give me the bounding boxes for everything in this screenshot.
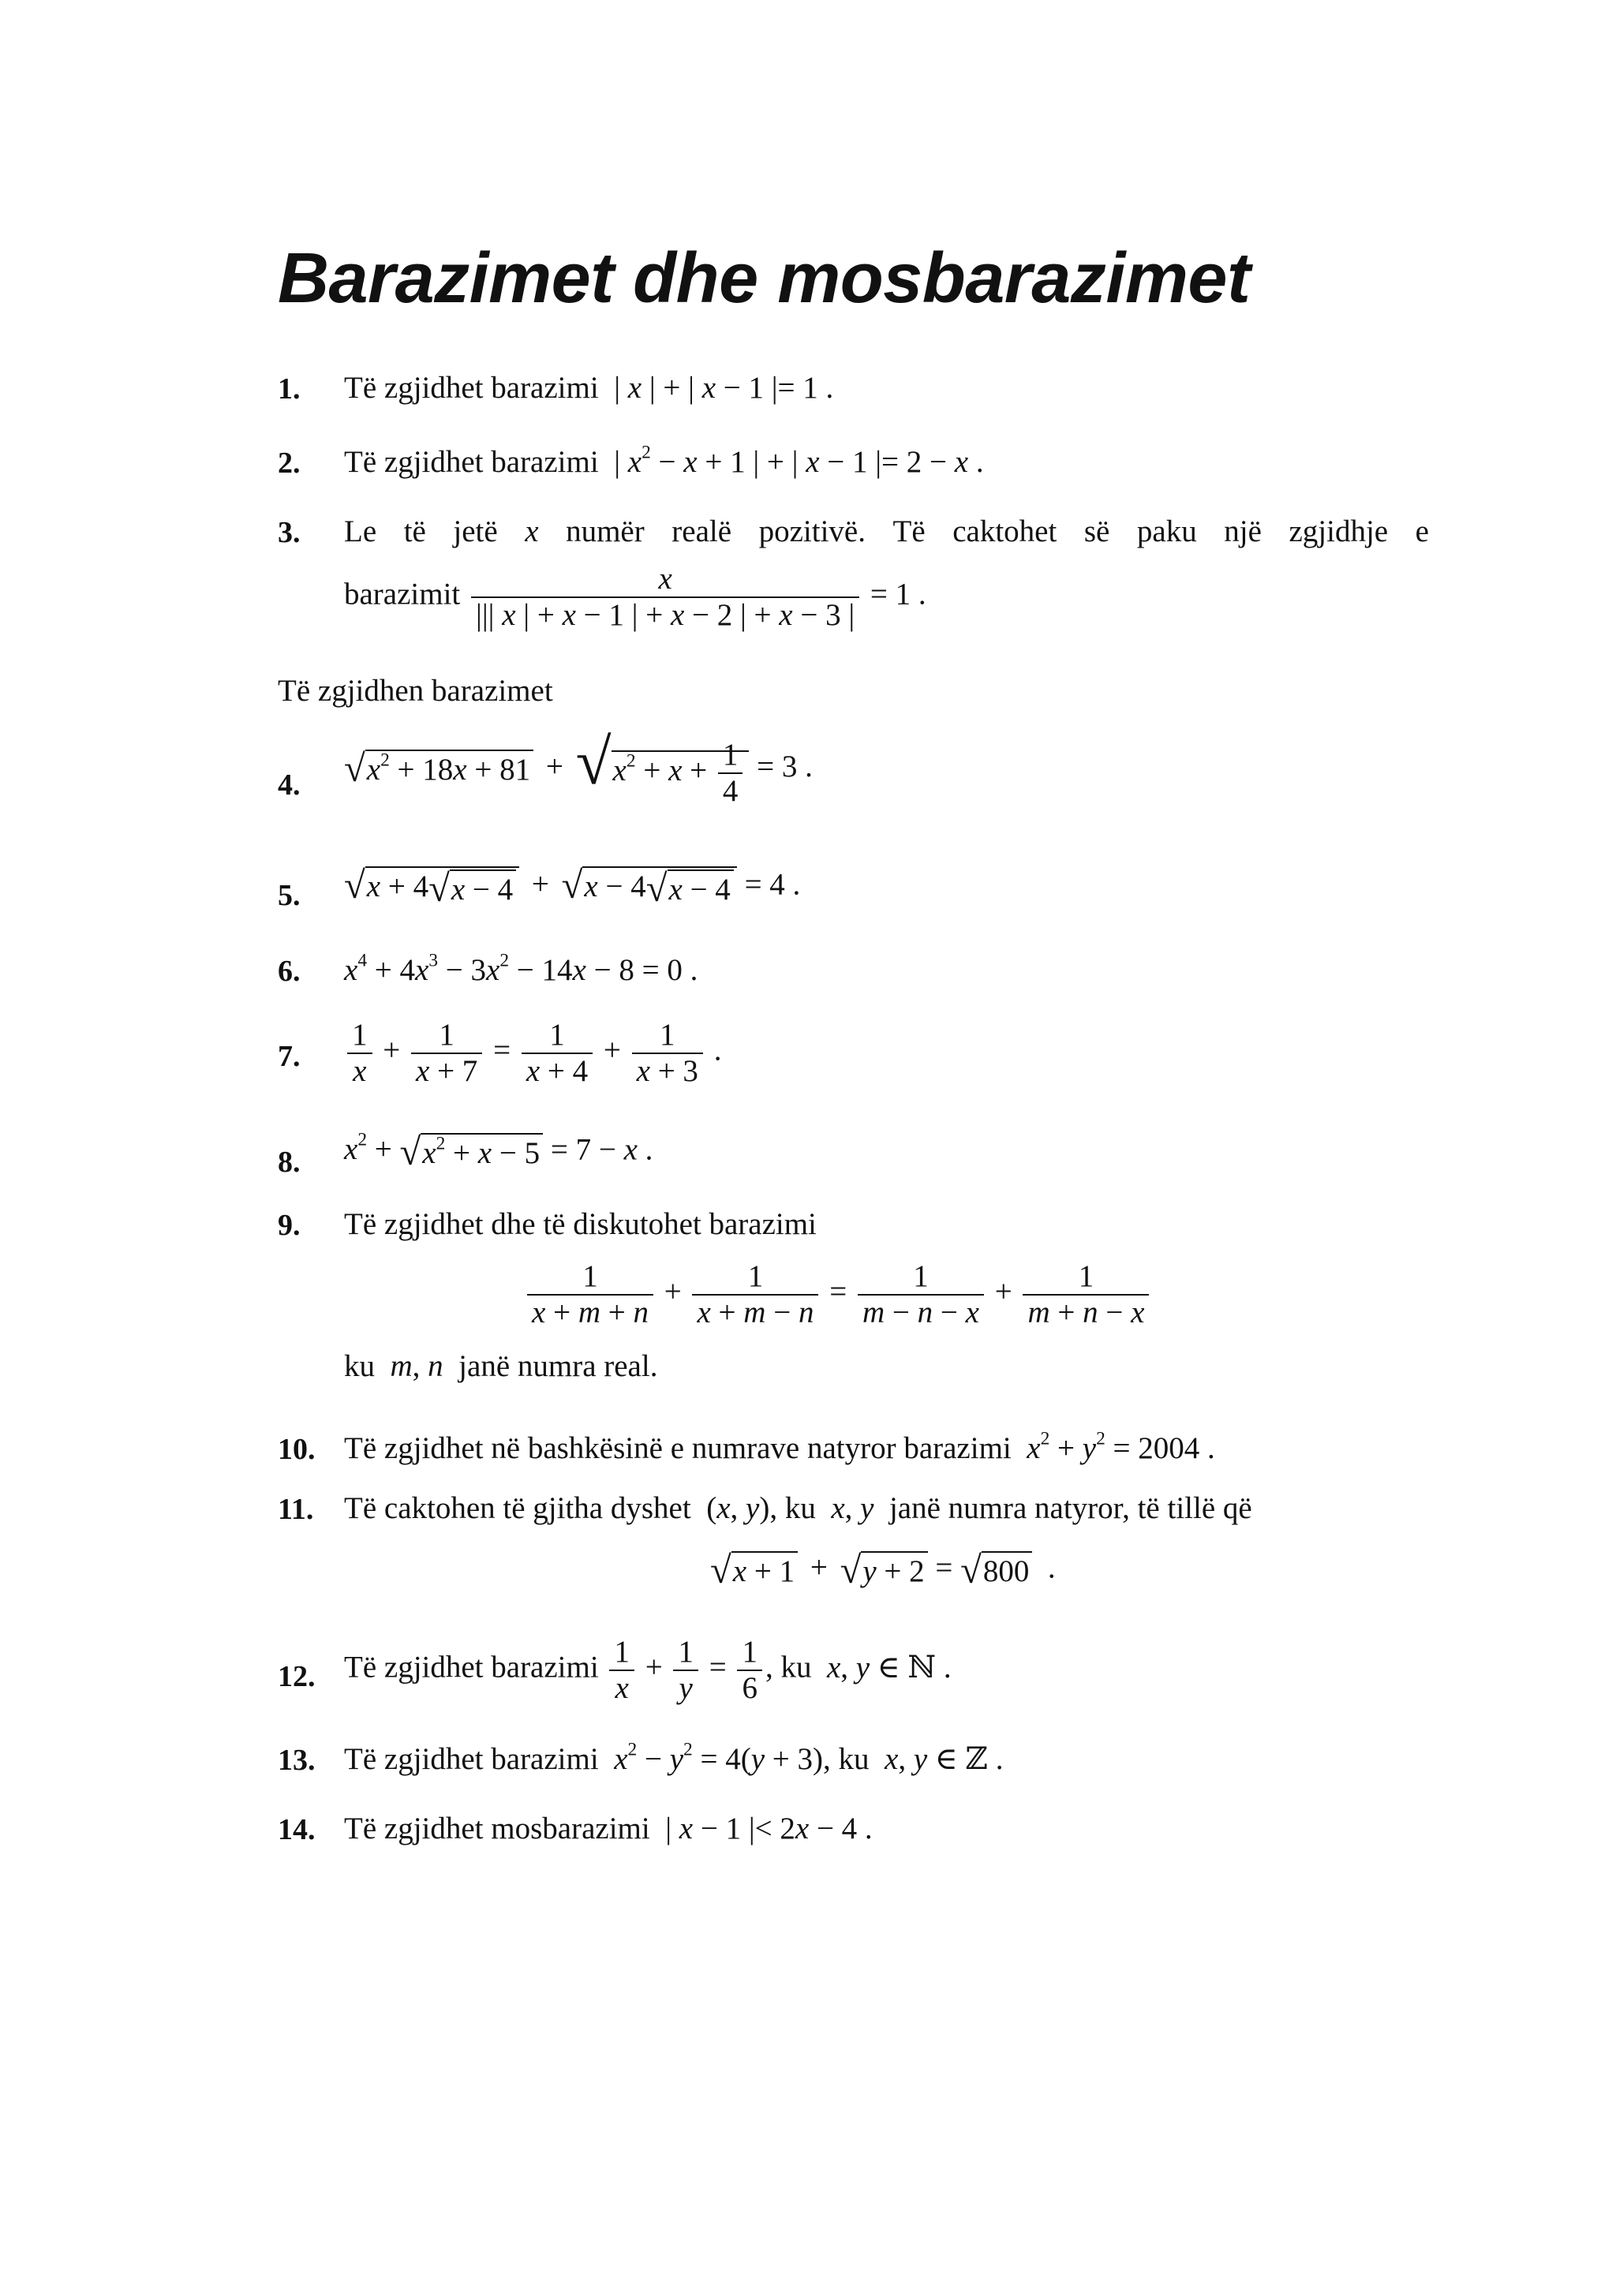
- problem-text: janë numra natyror, të tillë që: [888, 1491, 1252, 1525]
- problem-7: $\frac{1}{x}$ + $\frac{1}{x + 7}$ = $\frac{1}{x + 4}$ + $\frac{1}{x + 3}$ .: [344, 1018, 721, 1088]
- problem-13: Të zgjidhet barazimi $x^2 - y^2 = 4(y + 3)$, ku x, y ∈ ℤ .: [344, 1739, 1004, 1777]
- fraction: $\frac{1}{6}$: [737, 1635, 762, 1705]
- problem-number: 3.: [278, 516, 301, 549]
- problem-4: $√x^2 + 18x + 81 + √x^2 + x$ + $\frac{1}{4}$ = 3 .: [344, 726, 813, 808]
- fraction: $\frac{1}{x + m + n}$: [527, 1259, 653, 1329]
- fraction: $\frac{1}{m - n - x}$: [858, 1259, 984, 1329]
- square-root: $√x^2 + x$ + $\frac{1}{4}$: [576, 730, 750, 809]
- problem-text: , ku: [765, 1650, 812, 1685]
- problem-number: 10.: [278, 1433, 316, 1466]
- word: jetë: [453, 514, 498, 548]
- equation: | $x^2 - x + 1$ | + | x − 1 |= 2 − x .: [606, 442, 984, 479]
- fraction: $\frac{1}{x + 7}$: [411, 1018, 482, 1088]
- problem-9-equation: $\frac{1}{x + m + n}$ + $\frac{1}{x + m - n}$ = $\frac{1}{m - n - x}$ + $\frac{1}{m + n - x}$: [524, 1259, 1152, 1329]
- fraction: $\frac{1}{x + 3}$: [632, 1018, 703, 1088]
- problem-number: 7.: [278, 1040, 301, 1073]
- problem-14: Të zgjidhet mosbarazimi | x − 1 |< 2x − 4 .: [344, 1812, 873, 1845]
- fraction: $\frac{1}{x}$: [609, 1635, 634, 1705]
- problem-5: √x + 4√x − 4 + √x − 4√x − 4 = 4 .: [344, 864, 801, 911]
- problem-text: Të zgjidhet barazimi: [344, 1742, 599, 1776]
- word: Të: [892, 514, 926, 548]
- intro-text: Të zgjidhen barazimet: [278, 674, 553, 708]
- word: Le: [344, 514, 377, 548]
- problem-number: 4.: [278, 768, 301, 802]
- problem-1: [344, 372, 833, 403]
- problem-12: Të zgjidhet barazimi $\frac{1}{x}$ + $\frac{1}{y}$ = $\frac{1}{6}$ , ku x, y ∈ ℕ .: [344, 1635, 952, 1705]
- problem-number: 6.: [278, 955, 301, 988]
- square-root: $√x^2 + x - 5$: [400, 1133, 544, 1172]
- problem-text: janë numra real.: [458, 1349, 658, 1383]
- square-root: √y + 2: [840, 1551, 928, 1590]
- problem-2: [344, 442, 984, 479]
- problem-3-line2: barazimit $\frac{x}{||| x | + x - 1 | + x - 2 | + x - 3 |}$ = 1 .: [344, 562, 926, 632]
- problem-number: 9.: [278, 1209, 301, 1242]
- word: paku: [1136, 514, 1197, 548]
- problem-number: 14.: [278, 1813, 316, 1846]
- word: caktohet: [952, 514, 1057, 548]
- variable: x: [525, 514, 539, 548]
- problem-11-equation: √x + 1 + √y + 2 = √800 .: [710, 1549, 1056, 1591]
- problem-number: 11.: [278, 1493, 314, 1526]
- problem-text: Të zgjidhet barazimi: [344, 371, 599, 405]
- problem-text: ku: [344, 1349, 375, 1383]
- word: numër: [566, 514, 645, 548]
- problem-number: 8.: [278, 1146, 301, 1179]
- problem-text: barazimit: [344, 577, 461, 611]
- problem-text: Të zgjidhet mosbarazimi: [344, 1812, 650, 1845]
- problem-9: [344, 1209, 817, 1240]
- fraction: $\frac{x}{||| x | + x - 1 | + x - 2 | + x - 3 |}$: [471, 562, 859, 632]
- problem-text: Të zgjidhet barazimi: [344, 1650, 599, 1685]
- problem-text: Të zgjidhet dhe të diskutohet barazimi: [344, 1207, 817, 1241]
- problem-text: Të zgjidhet barazimi: [344, 445, 599, 479]
- word: pozitivë.: [758, 514, 866, 548]
- fraction: $\frac{1}{x + m - n}$: [692, 1259, 818, 1329]
- problem-number: 2.: [278, 447, 301, 480]
- square-root: √x + 1: [710, 1551, 798, 1590]
- square-root: $√x^2 + 18x + 81$: [344, 750, 533, 788]
- word: së: [1083, 514, 1110, 548]
- problem-9-after: ku m, n janë numra real.: [344, 1349, 658, 1383]
- problem-10: Të zgjidhet në bashkësinë e numrave natyror barazimi $x^2 + y^2 = 2004$ .: [344, 1428, 1215, 1465]
- square-root: √x − 4√x − 4: [562, 866, 737, 908]
- problem-3-line1: [344, 516, 1429, 547]
- problem-6: $x^4 + 4x^3 - 3x^2 - 14x - 8 = 0$ .: [344, 950, 698, 987]
- fraction: $\frac{1}{y}$: [673, 1635, 698, 1705]
- problem-text: , ku: [769, 1491, 816, 1525]
- problem-number: 13.: [278, 1744, 316, 1777]
- square-root: √800: [960, 1551, 1032, 1590]
- problem-11: Të caktohen të gjitha dyshet (x, y), ku x, y janë numra natyror, të tillë që: [344, 1491, 1252, 1525]
- fraction: $\frac{1}{m + n - x}$: [1023, 1259, 1149, 1329]
- word: e: [1415, 514, 1429, 548]
- fraction: $\frac{1}{x}$: [347, 1018, 372, 1088]
- word: një: [1224, 514, 1262, 548]
- word: realë: [671, 514, 732, 548]
- problem-number: 1.: [278, 372, 301, 406]
- problem-text: , ku: [823, 1742, 870, 1776]
- square-root: √x + 4√x − 4: [344, 866, 519, 908]
- fraction: $\frac{1}{x + 4}$: [522, 1018, 593, 1088]
- problem-8: $x^2 + √x^2 + x - 5 = 7 - x$ .: [344, 1129, 653, 1173]
- word: zgjidhje: [1289, 514, 1389, 548]
- page-title: Barazimet dhe mosbarazimet: [278, 239, 1251, 318]
- problem-text: Të caktohen të gjitha dyshet: [344, 1491, 691, 1525]
- word: të: [403, 514, 426, 548]
- problem-number: 5.: [278, 879, 301, 912]
- problem-number: 12.: [278, 1660, 316, 1693]
- equation: | x | + | x − 1 |= 1 .: [606, 371, 834, 405]
- problem-text: Të zgjidhet në bashkësinë e numrave natyror barazimi: [344, 1431, 1012, 1465]
